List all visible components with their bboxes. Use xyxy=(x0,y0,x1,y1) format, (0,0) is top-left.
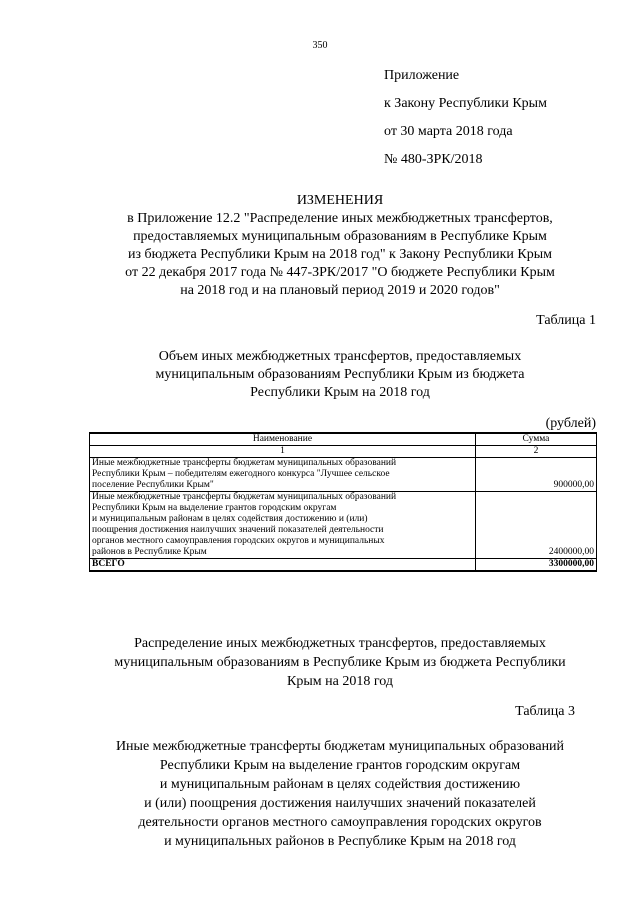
transfers-table xyxy=(89,432,597,572)
changes-heading: ИЗМЕНЕНИЯ xyxy=(296,193,384,208)
total-label: ВСЕГО xyxy=(90,559,476,572)
table3-title-line: и муниципальных районов в Республике Крым на 2018 год xyxy=(164,834,516,849)
appendix-to-law: к Закону Республики Крым xyxy=(384,96,547,111)
column-number: 2 xyxy=(475,446,596,458)
changes-line: на 2018 год и на плановый период 2019 и 2020 годов" xyxy=(180,283,500,298)
appendix-date: от 30 марта 2018 года xyxy=(384,124,513,139)
changes-block xyxy=(40,192,640,300)
total-sum: 3300000,00 xyxy=(475,559,596,572)
table3-title-line: и муниципальным районам в целях содействия достижению xyxy=(159,777,521,792)
appendix-number: № 480-ЗРК/2018 xyxy=(384,152,483,167)
unit-label: (рублей) xyxy=(545,416,596,431)
total-row xyxy=(90,559,597,572)
row-name-line: Иные межбюджетные трансферты бюджетам муниципальных образований xyxy=(92,492,397,502)
table-row xyxy=(90,458,597,492)
table3-title-line: и (или) поощрения достижения наилучших значений показателей xyxy=(144,796,536,811)
table3-title-line: Республики Крым на выделение грантов городским округам xyxy=(159,758,521,773)
appendix-title: Приложение xyxy=(384,68,460,83)
table3-title-line: Иные межбюджетные трансферты бюджетам муниципальных образований xyxy=(115,739,565,754)
table3-label: Таблица 3 xyxy=(515,704,575,719)
row-name xyxy=(90,458,476,492)
table1-title-line: Республики Крым на 2018 год xyxy=(250,385,430,400)
row-sum: 900000,00 xyxy=(475,458,596,492)
column-number-row xyxy=(90,446,597,458)
header-sum: Сумма xyxy=(475,433,596,446)
changes-line: в Приложение 12.2 "Распределение иных межбюджетных трансфертов, xyxy=(127,211,553,226)
table3-title xyxy=(40,737,640,851)
table1-title-line: Объем иных межбюджетных трансфертов, предоставляемых xyxy=(158,349,522,364)
distribution-line: Крым на 2018 год xyxy=(287,674,393,689)
table1-title xyxy=(40,348,640,402)
changes-line: из бюджета Республики Крым на 2018 год" к Закону Республики Крым xyxy=(127,247,553,262)
table1-label: Таблица 1 xyxy=(536,313,596,328)
table1-title-line: муниципальным образованиям Республики Крым из бюджета xyxy=(155,367,525,382)
row-name-line: поселение Республики Крым" xyxy=(92,480,214,490)
row-name-line: поощрения достижения наилучших значений показателей деятельности xyxy=(92,525,384,535)
table-row xyxy=(90,492,597,559)
column-number: 1 xyxy=(90,446,476,458)
distribution-line: Распределение иных межбюджетных трансфертов, предоставляемых xyxy=(134,636,546,651)
row-name-line: Иные межбюджетные трансферты бюджетам муниципальных образований xyxy=(92,458,397,468)
appendix-block xyxy=(384,62,547,174)
row-sum: 2400000,00 xyxy=(475,492,596,559)
row-name-line: Республики Крым на выделение грантов городским округам xyxy=(92,503,337,513)
row-name-line: районов в Республике Крым xyxy=(92,547,207,557)
changes-line: от 22 декабря 2017 года № 447-ЗРК/2017 "О бюджете Республики Крым xyxy=(125,265,555,280)
changes-line: предоставляемых муниципальным образованиям в Республике Крым xyxy=(133,229,547,244)
row-name xyxy=(90,492,476,559)
row-name-line: Республики Крым – победителям ежегодного конкурса "Лучшее сельское xyxy=(92,469,390,479)
row-name-line: и муниципальным районам в целях содействия достижению и (или) xyxy=(92,514,368,524)
distribution-line: муниципальным образованиям в Республике Крым из бюджета Республики xyxy=(114,655,566,670)
table-header-row xyxy=(90,433,597,446)
row-name-line: органов местного самоуправления городских округов и муниципальных xyxy=(92,536,385,546)
table3-title-line: деятельности органов местного самоуправления городских округов xyxy=(138,815,542,830)
distribution-title xyxy=(40,634,640,691)
header-name: Наименование xyxy=(90,433,476,446)
page-number: 350 xyxy=(312,40,328,51)
